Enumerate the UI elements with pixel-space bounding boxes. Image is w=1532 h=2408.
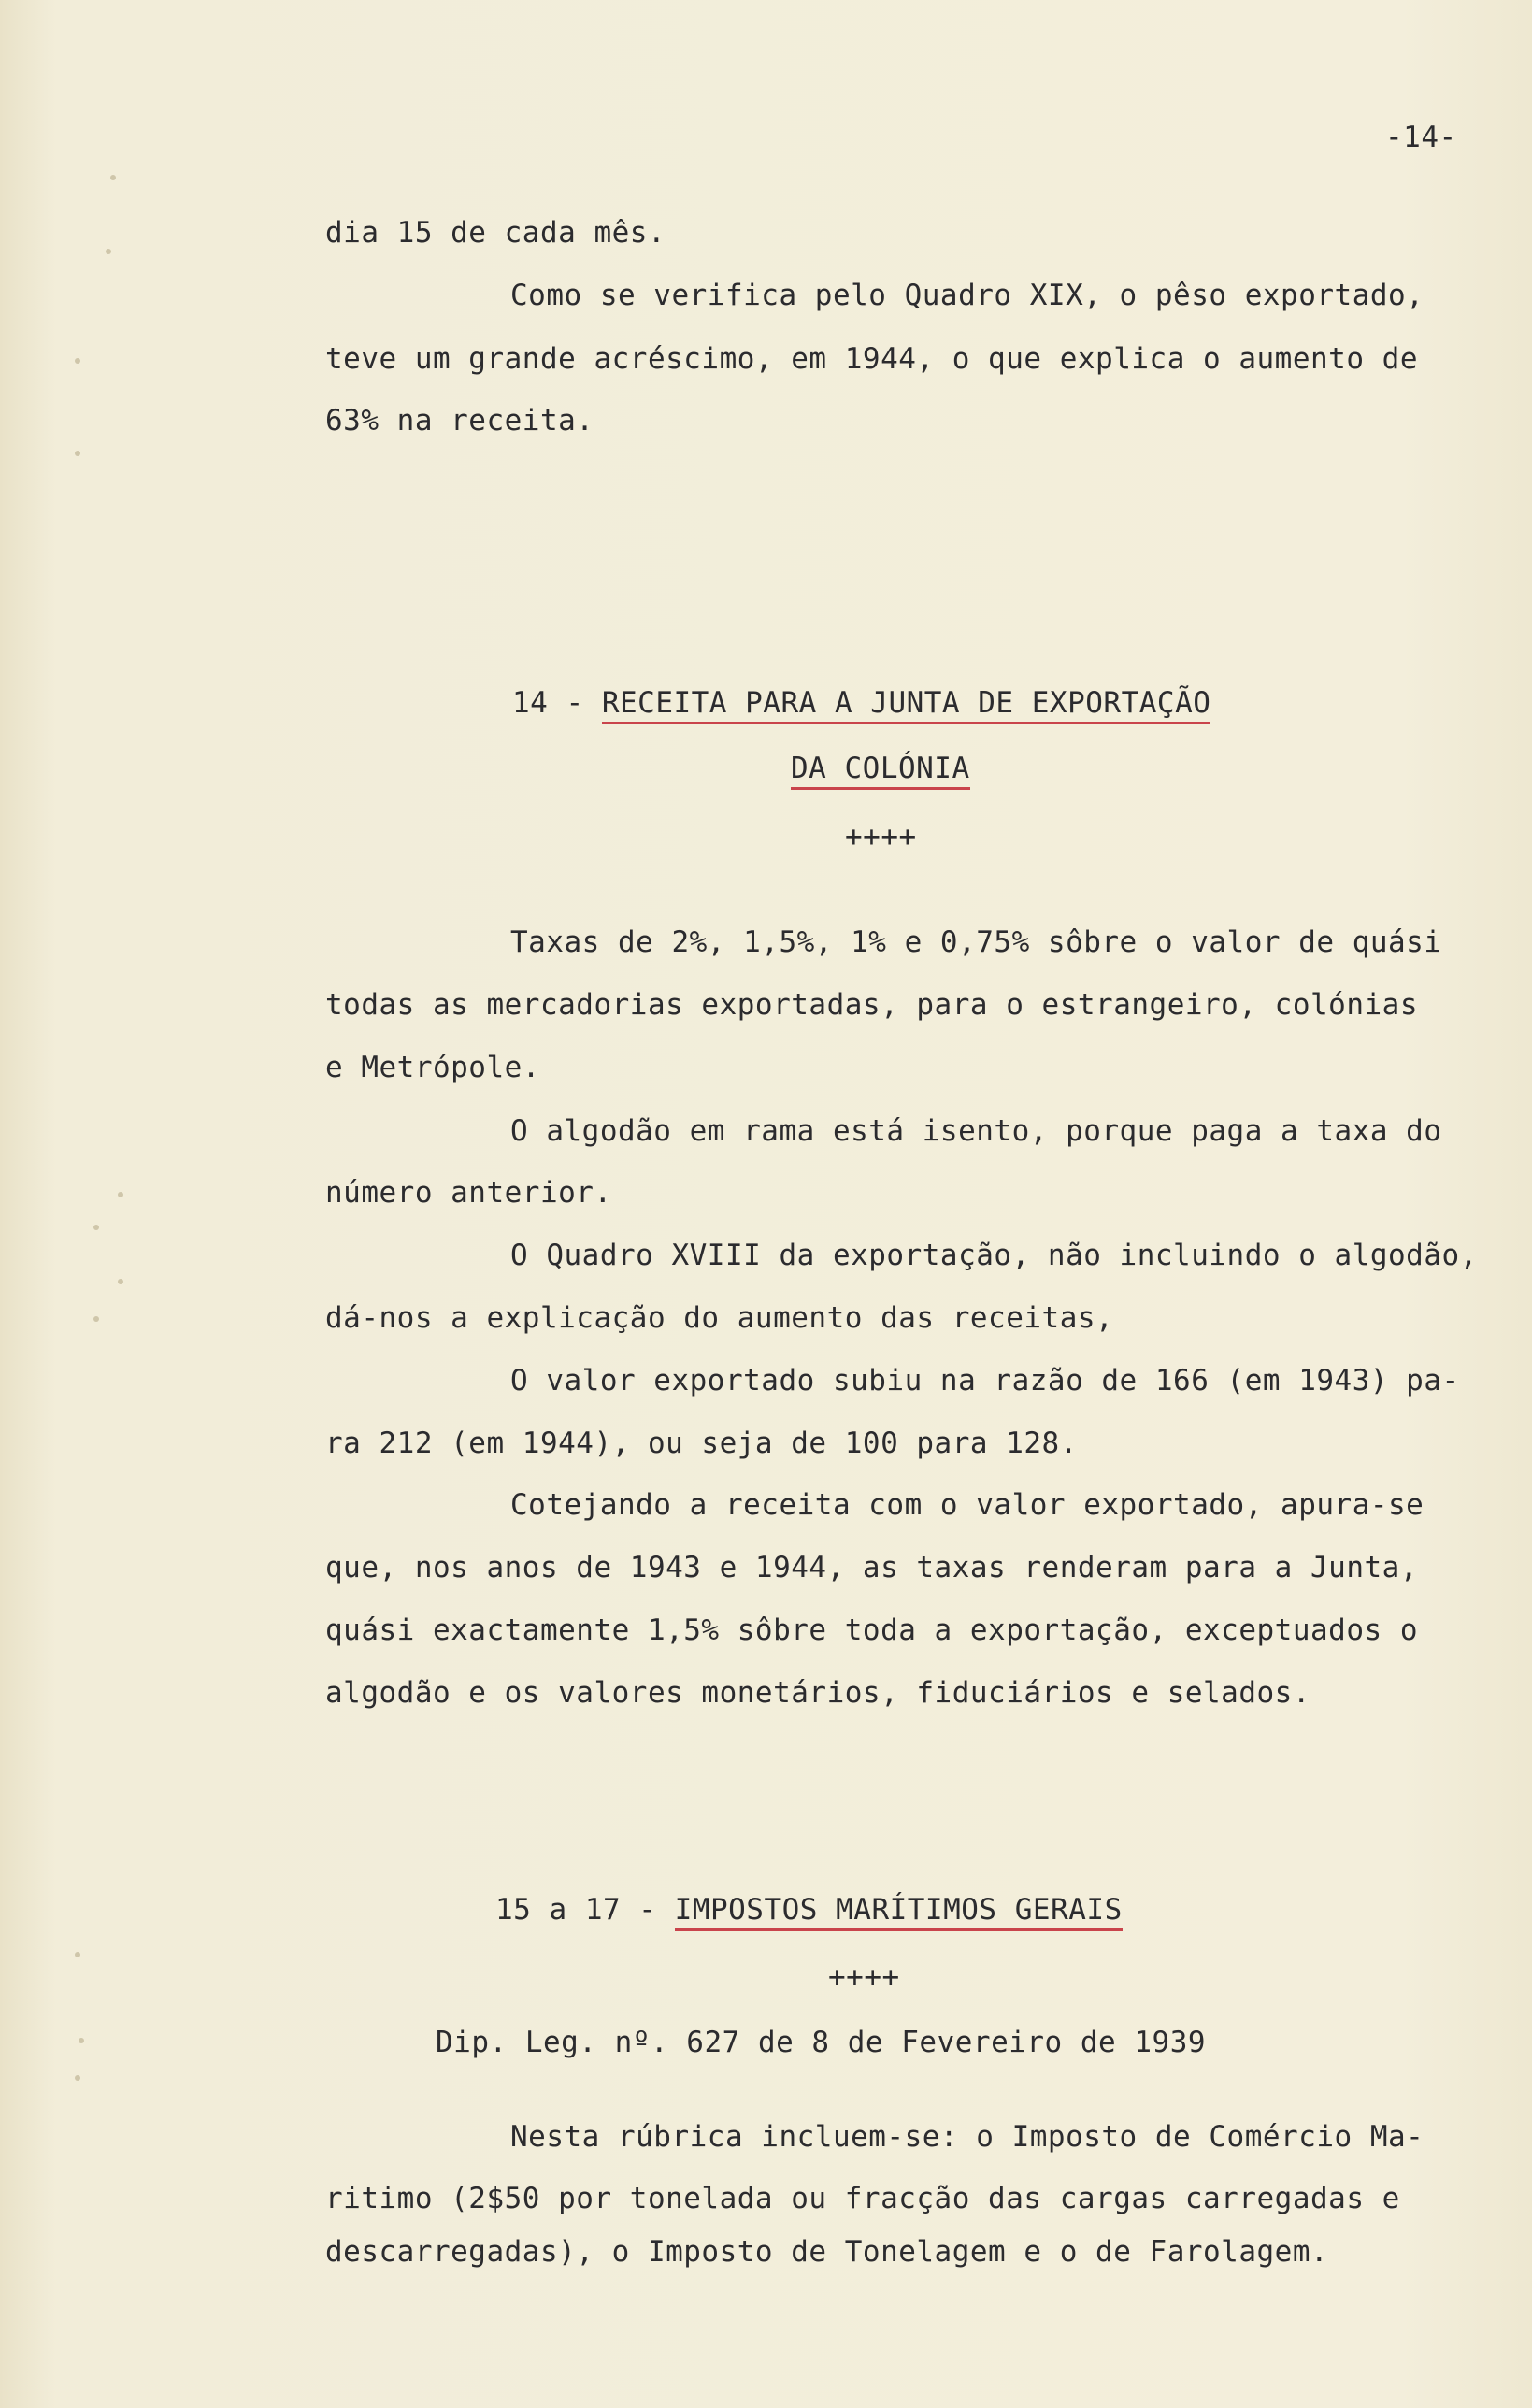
paper-mark: [79, 2038, 84, 2043]
paragraph-line: dá-nos a explicação do aumento das receitas,: [325, 1301, 1114, 1335]
section-number: 15 a 17 -: [495, 1893, 675, 1927]
paragraph-line: quási exactamente 1,5% sôbre toda a exportação, exceptuados o: [325, 1613, 1418, 1647]
section-number: 14 -: [512, 686, 602, 720]
paragraph-line: descarregadas), o Imposto de Tonelagem e o de Farolagem.: [325, 2235, 1329, 2269]
paper-mark: [118, 1192, 123, 1197]
paper-mark: [118, 1279, 123, 1284]
decree-reference: Dip. Leg. nº. 627 de 8 de Fevereiro de 1939: [436, 2026, 1207, 2059]
paragraph-line: teve um grande acréscimo, em 1944, o que explica o aumento de: [325, 342, 1418, 376]
paper-mark: [75, 358, 80, 364]
section-heading: [512, 684, 1210, 722]
paragraph-line: Como se verifica pelo Quadro XIX, o pêso exportado,: [510, 279, 1425, 312]
paragraph-line: dia 15 de cada mês.: [325, 216, 666, 250]
section-title: RECEITA PARA A JUNTA DE EXPORTAÇÃO: [602, 686, 1211, 724]
paper-mark: [75, 2075, 80, 2081]
paragraph-line: algodão e os valores monetários, fiduciários e selados.: [325, 1676, 1310, 1710]
paper-mark: [110, 175, 116, 180]
paper-mark: [93, 1316, 99, 1322]
separator: ++++: [828, 1960, 900, 1994]
paragraph-line: ra 212 (em 1944), ou seja de 100 para 128.: [325, 1426, 1078, 1460]
paragraph-line: O Quadro XVIII da exportação, não incluindo o algodão,: [510, 1239, 1478, 1272]
paragraph-line: Taxas de 2%, 1,5%, 1% e 0,75% sôbre o valor de quási: [510, 925, 1442, 959]
paragraph-line: ritimo (2$50 por tonelada ou fracção das cargas carregadas e: [325, 2182, 1400, 2215]
paper-mark: [106, 249, 111, 254]
paper-mark: [93, 1225, 99, 1230]
paper-mark: [75, 1952, 80, 1957]
separator: ++++: [845, 820, 917, 853]
paragraph-line: O valor exportado subiu na razão de 166 (em 1943) pa-: [510, 1364, 1460, 1398]
paragraph-line: Cotejando a receita com o valor exportado, apura-se: [510, 1488, 1425, 1522]
section-title: IMPOSTOS MARÍTIMOS GERAIS: [675, 1893, 1123, 1931]
section-heading: [495, 1891, 1123, 1928]
section-title-continued: DA COLÓNIA: [791, 752, 970, 790]
page-number: -14-: [1385, 121, 1457, 154]
paragraph-line: todas as mercadorias exportadas, para o estrangeiro, colónias: [325, 988, 1418, 1022]
paragraph-line: O algodão em rama está isento, porque paga a taxa do: [510, 1114, 1442, 1148]
paragraph-line: e Metrópole.: [325, 1051, 540, 1084]
paragraph-line: Nesta rúbrica incluem-se: o Imposto de Comércio Ma-: [510, 2120, 1425, 2154]
paragraph-line: que, nos anos de 1943 e 1944, as taxas renderam para a Junta,: [325, 1551, 1418, 1584]
paragraph-line: número anterior.: [325, 1176, 612, 1210]
paragraph-line: 63% na receita.: [325, 404, 594, 437]
section-heading-continued: [791, 750, 970, 787]
paper-mark: [75, 451, 80, 456]
